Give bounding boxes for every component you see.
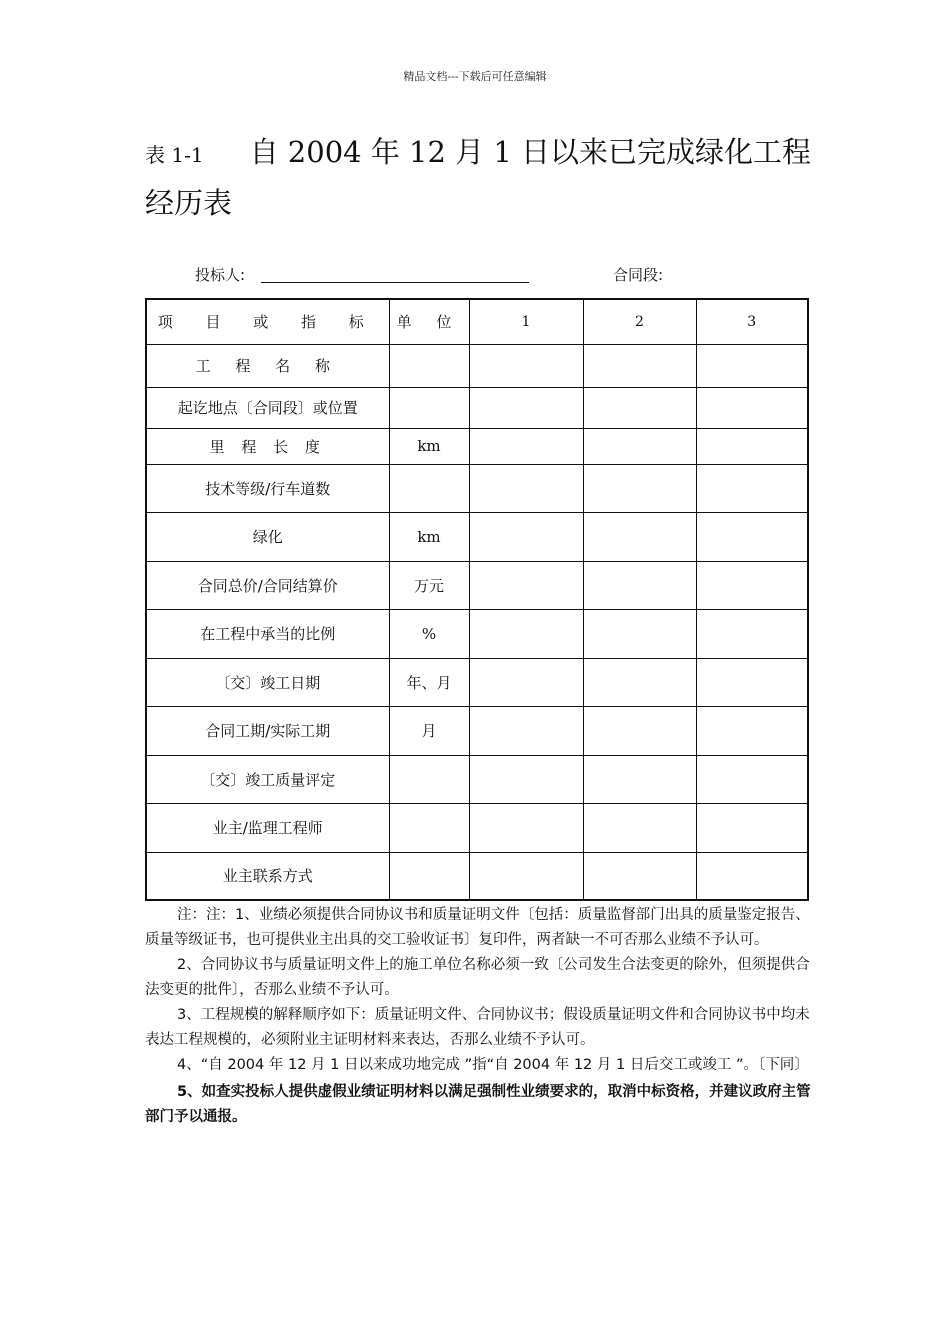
row-label: 起讫地点〔合同段〕或位置	[146, 387, 389, 428]
row-label: 合同总价/合同结算价	[146, 561, 389, 609]
table-row	[146, 428, 808, 464]
table-row	[146, 755, 808, 803]
cell-2[interactable]	[583, 464, 696, 512]
cell-2[interactable]	[583, 609, 696, 658]
header-col-3: 3	[696, 299, 808, 344]
cell-1[interactable]	[469, 344, 583, 387]
row-label: 〔交〕竣工质量评定	[146, 755, 389, 803]
cell-3[interactable]	[696, 706, 808, 755]
table-row	[146, 706, 808, 755]
row-label: 〔交〕竣工日期	[146, 658, 389, 706]
table-row	[146, 344, 808, 387]
cell-3[interactable]	[696, 464, 808, 512]
cell-3[interactable]	[696, 803, 808, 852]
header-col-2: 2	[583, 299, 696, 344]
table-header-row	[146, 299, 808, 344]
form-meta	[195, 264, 755, 286]
cell-1[interactable]	[469, 464, 583, 512]
experience-table	[145, 298, 809, 901]
cell-2[interactable]	[583, 706, 696, 755]
row-unit: 月	[389, 706, 469, 755]
cell-3[interactable]	[696, 428, 808, 464]
row-unit	[389, 755, 469, 803]
row-unit	[389, 803, 469, 852]
cell-1[interactable]	[469, 803, 583, 852]
cell-3[interactable]	[696, 658, 808, 706]
row-unit: 年、月	[389, 658, 469, 706]
cell-3[interactable]	[696, 387, 808, 428]
row-label: 工 程 名 称	[146, 344, 389, 387]
cell-2[interactable]	[583, 755, 696, 803]
cell-2[interactable]	[583, 561, 696, 609]
row-unit	[389, 387, 469, 428]
header-unit: 单 位	[389, 299, 469, 344]
header-item: 项 目 或 指 标	[146, 299, 389, 344]
note-5-bold: 5、如查实投标人提供虚假业绩证明材料以满足强制性业绩要求的，取消中标资格，并建议政府主管部门予以通报。	[145, 1084, 811, 1125]
cell-1[interactable]	[469, 512, 583, 561]
cell-1[interactable]	[469, 852, 583, 900]
row-unit	[389, 852, 469, 900]
row-label: 合同工期/实际工期	[146, 706, 389, 755]
cell-1[interactable]	[469, 561, 583, 609]
cell-1[interactable]	[469, 428, 583, 464]
cell-3[interactable]	[696, 852, 808, 900]
contract-section-label: 合同段:	[613, 266, 664, 284]
header-note: 精品文档---下载后可任意编辑	[403, 70, 547, 83]
row-unit: %	[389, 609, 469, 658]
table-row	[146, 852, 808, 900]
cell-2[interactable]	[583, 428, 696, 464]
row-unit	[389, 344, 469, 387]
row-label: 在工程中承当的比例	[146, 609, 389, 658]
cell-2[interactable]	[583, 658, 696, 706]
table-row	[146, 464, 808, 512]
table-row	[146, 803, 808, 852]
row-label: 业主联系方式	[146, 852, 389, 900]
row-label: 里 程 长 度	[146, 428, 389, 464]
note-3: 3、工程规模的解释顺序如下：质量证明文件、合同协议书；假设质量证明文件和合同协议书中均未表达工程规模的，必须附业主证明材料来表达，否那么业绩不予认可。	[145, 1007, 810, 1048]
row-label: 技术等级/行车道数	[146, 464, 389, 512]
row-label: 业主/监理工程师	[146, 803, 389, 852]
table-row	[146, 609, 808, 658]
cell-1[interactable]	[469, 755, 583, 803]
row-unit: 万元	[389, 561, 469, 609]
cell-3[interactable]	[696, 609, 808, 658]
cell-2[interactable]	[583, 512, 696, 561]
cell-1[interactable]	[469, 706, 583, 755]
note-4: 4、“自 2004 年 12 月 1 日以来成功地完成 ”指“自 2004 年 12 月 1 日后交工或竣工 ”。〔下同〕	[177, 1057, 809, 1073]
table-row	[146, 387, 808, 428]
table-id: 表 1-1	[145, 143, 204, 167]
table-row	[146, 561, 808, 609]
row-unit	[389, 464, 469, 512]
cell-1[interactable]	[469, 387, 583, 428]
cell-2[interactable]	[583, 852, 696, 900]
notes-section	[145, 903, 817, 1130]
cell-3[interactable]	[696, 512, 808, 561]
cell-2[interactable]	[583, 803, 696, 852]
title-text: 自 2004 年 12 月 1 日以来已完成绿化工程经历表	[145, 135, 812, 220]
bidder-label: 投标人:	[195, 266, 246, 284]
row-unit: km	[389, 428, 469, 464]
cell-2[interactable]	[583, 344, 696, 387]
table-row	[146, 512, 808, 561]
header-col-1: 1	[469, 299, 583, 344]
note-1: 注：注：1、业绩必须提供合同协议书和质量证明文件〔包括：质量监督部门出具的质量鉴定报告、质量等级证书，也可提供业主出具的交工验收证书〕复印件，两者缺一不可否那么业绩不予认可。	[145, 907, 810, 948]
cell-3[interactable]	[696, 561, 808, 609]
bidder-field[interactable]	[261, 282, 529, 283]
cell-2[interactable]	[583, 387, 696, 428]
cell-3[interactable]	[696, 344, 808, 387]
note-2: 2、合同协议书与质量证明文件上的施工单位名称必须一致〔公司发生合法变更的除外，但须提供合法变更的批件〕，否那么业绩不予认可。	[145, 957, 810, 998]
cell-3[interactable]	[696, 755, 808, 803]
row-unit: km	[389, 512, 469, 561]
row-label: 绿化	[146, 512, 389, 561]
cell-1[interactable]	[469, 658, 583, 706]
page-title	[145, 128, 825, 227]
cell-1[interactable]	[469, 609, 583, 658]
table-row	[146, 658, 808, 706]
